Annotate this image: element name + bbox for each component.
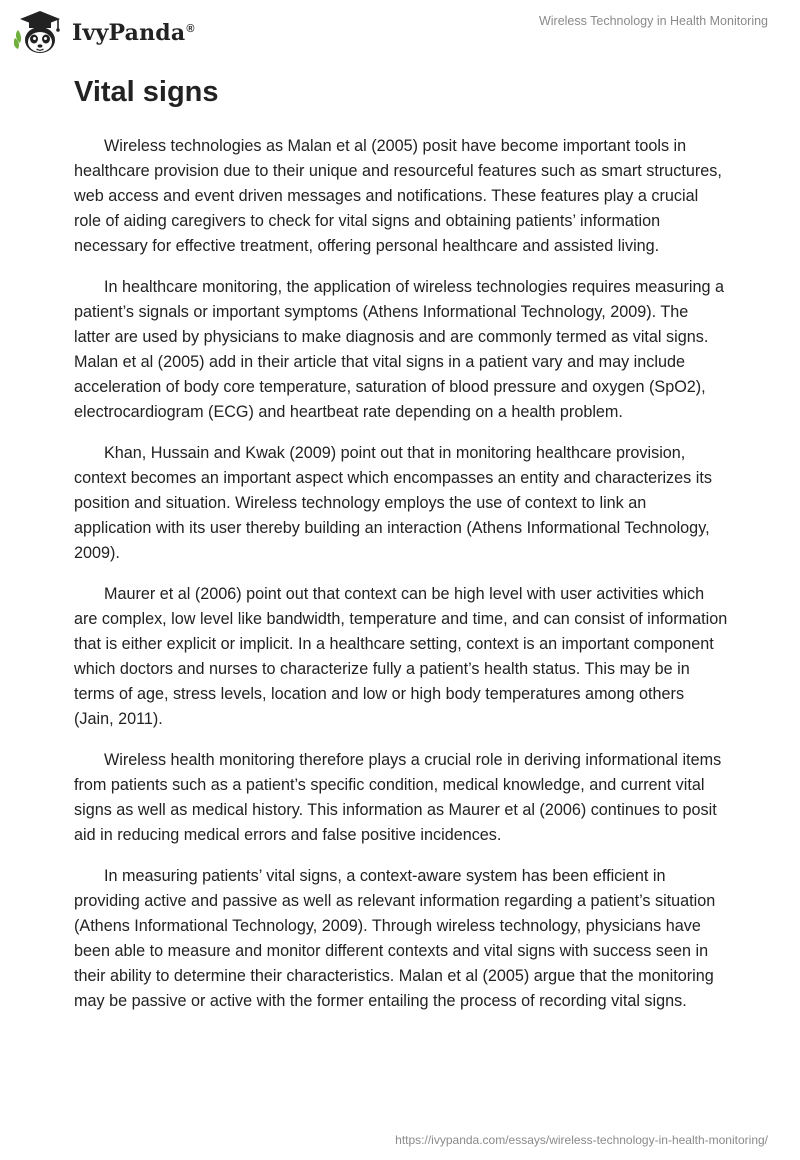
page-header (0, 0, 800, 64)
paragraph: Maurer et al (2006) point out that context can be high level with user activities which are complex, low level like bandwidth, temperature and time, and can consist of information that is either explicit or implicit. In a healthcare setting, context is an important component which doctors and nurses to characterize fully a patient’s health status. This may be in terms of age, stress levels, location and low or high body temperatures among others (Jain, 2011). (74, 585, 728, 728)
running-title: Wireless Technology in Health Monitoring (538, 14, 768, 28)
paragraph: Wireless technologies as Malan et al (2005) posit have become important tools in healthcare provision due to their unique and resourceful features such as smart structures, web access and event driven messages and notifications. These features play a crucial role of aiding caregivers to check for vital signs and obtaining patients’ information necessary for effective treatment, offering personal healthcare and assisted living. (74, 137, 722, 255)
logo-wordmark: IvyPanda® (72, 20, 195, 46)
paragraph: Wireless health monitoring therefore plays a crucial role in deriving informational items from patients such as a patient’s specific condition, medical knowledge, and current vital signs as well as medical history. This information as Maurer et al (2006) continues to posit aid in reducing medical errors and false positive incidences. (74, 751, 722, 844)
essay-content (74, 72, 728, 1030)
paragraph: In healthcare monitoring, the application of wireless technologies requires measuring a patient’s signals or important symptoms (Athens Informational Technology, 2009). The latter are used by physicians to make diagnosis and are commonly termed as vital signs. Malan et al (2005) add in their article that vital signs in a patient vary and may include acceleration of body core temperature, saturation of blood pressure and oxygen (SpO2), electrocardiogram (ECG) and heartbeat rate depending on a health problem. (74, 278, 724, 421)
ivypanda-logo[interactable] (14, 8, 195, 58)
section-title: Vital signs (74, 76, 219, 108)
panda-graduate-icon (14, 9, 66, 57)
paragraph: Khan, Hussain and Kwak (2009) point out that in monitoring healthcare provision, context becomes an important aspect which encompasses an entity and characterizes its position and situation. Wireless technology employs the use of context to link an application with its user thereby building an interaction (Athens Informational Technology, 2009). (74, 444, 712, 562)
paragraph: In measuring patients’ vital signs, a context-aware system has been efficient in providing active and passive as well as relevant information regarding a patient’s situation (Athens Informational Technology, 2009). Through wireless technology, physicians have been able to measure and monitor different contexts and vital signs with success seen in their ability to determine their characteristics. Malan et al (2005) argue that the monitoring may be passive or active with the former entailing the process of recording vital signs. (74, 867, 716, 1010)
source-url-link[interactable]: https://ivypanda.com/essays/wireless-technology-in-health-monitoring/ (395, 1133, 768, 1147)
